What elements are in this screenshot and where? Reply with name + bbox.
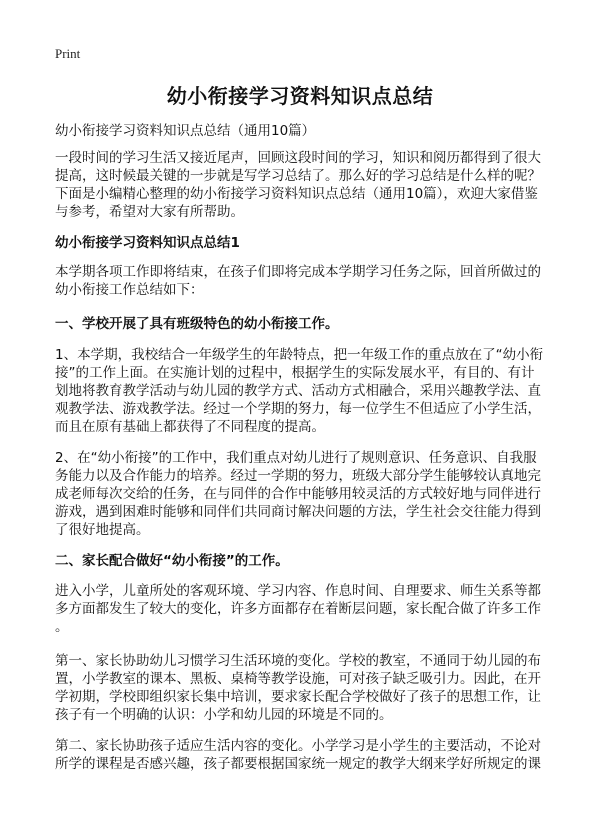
paragraph bbox=[55, 346, 555, 436]
text-line: 而且在原有基础上都获得了不同程度的提高。 bbox=[55, 419, 325, 435]
text-line: 1、本学期，我校结合一年级学生的年龄特点，把一年级工作的重点放在了“幼小衔 bbox=[55, 347, 544, 363]
section-heading bbox=[55, 315, 555, 333]
text-line: 务能力以及合作能力的培养。经过一学期的努力，班级大部分学生能够较认真地完 bbox=[55, 468, 541, 484]
text-line: 接”的工作上面。在实施计划的过程中，根据学生的实际发展水平，有目的、有计 bbox=[55, 365, 535, 381]
text-line: 二、家长配合做好“幼小衔接”的工作。 bbox=[55, 553, 289, 569]
text-line: 幼小衔接工作总结如下： bbox=[55, 282, 204, 298]
paragraph bbox=[55, 449, 555, 539]
text-line: 第一、家长协助幼儿习惯学习生活环境的变化。学校的教室，不通同于幼儿园的布 bbox=[55, 653, 541, 669]
paragraph bbox=[55, 149, 555, 221]
text-line: 提高，这时候最关键的一步就是写学习总结了。那么好的学习总结是什么样的呢？ bbox=[55, 168, 541, 184]
page-title: 幼小衔接学习资料知识点总结 bbox=[166, 84, 434, 108]
text-line: 所学的课程是否感兴趣，孩子都要根据国家统一规定的教学大纲来学好所规定的课 bbox=[55, 756, 541, 772]
text-line: 一段时间的学习生活又接近尾声，回顾这段时间的学习，知识和阅历都得到了很大 bbox=[55, 150, 541, 166]
text-line: 本学期各项工作即将结束，在孩子们即将完成本学期学习任务之际，回首所做过的 bbox=[55, 264, 541, 280]
text-line: 进入小学，儿童所处的客观环境、学习内容、作息时间、自理要求、师生关系等都 bbox=[55, 583, 541, 599]
text-line: 置，小学教室的课本、黑板、桌椅等教学设施，可对孩子缺乏吸引力。因此，在开 bbox=[55, 671, 541, 687]
text-line: 游戏，遇到困难时能够和同伴们共同商讨解决问题的方法，学生社会交往能力得到 bbox=[55, 504, 541, 520]
text-line: 学初期，学校即组织家长集中培训，要求家长配合学校做好了孩子的思想工作，让 bbox=[55, 689, 541, 705]
text-line: 2、在“幼小衔接”的工作中，我们重点对幼儿进行了规则意识、任务意识、自我服 bbox=[55, 450, 537, 466]
paragraph bbox=[55, 122, 555, 140]
paragraph bbox=[55, 582, 555, 636]
text-line: 成老师每次交给的任务，在与同伴的合作中能够用较灵活的方式较好地与同伴进行 bbox=[55, 486, 541, 502]
text-line: 与参考，希望对大家有所帮助。 bbox=[55, 204, 244, 220]
section-heading bbox=[55, 234, 555, 252]
text-line: 下面是小编精心整理的幼小衔接学习资料知识点总结（通用10篇），欢迎大家借鉴 bbox=[55, 186, 538, 202]
text-line: 。 bbox=[55, 619, 69, 635]
print-link[interactable]: Print bbox=[55, 46, 81, 61]
text-line: 幼小衔接学习资料知识点总结1 bbox=[55, 235, 240, 251]
text-line: 划地将教育教学活动与幼儿园的教学方式、活动方式相融合，采用兴趣教学法、直 bbox=[55, 383, 541, 399]
text-line: 一、学校开展了具有班级特色的幼小衔接工作。 bbox=[55, 316, 339, 332]
paragraph bbox=[55, 737, 555, 773]
text-line: 观教学法、游戏教学法。经过一个学期的努力，每一位学生不但适应了小学生活， bbox=[55, 401, 541, 417]
section-heading bbox=[55, 552, 555, 570]
text-line: 幼小衔接学习资料知识点总结（通用10篇） bbox=[55, 123, 316, 139]
text-line: 了很好地提高。 bbox=[55, 522, 150, 538]
text-line: 第二、家长协助孩子适应生活内容的变化。小学学习是小学生的主要活动，不论对 bbox=[55, 738, 541, 754]
text-line: 多方面都发生了较大的变化，许多方面都存在着断层问题，家长配合做了许多工作 bbox=[55, 601, 541, 617]
paragraph bbox=[55, 652, 555, 724]
paragraph bbox=[55, 263, 555, 299]
text-line: 孩子有一个明确的认识：小学和幼儿园的环境是不同的。 bbox=[55, 707, 393, 723]
